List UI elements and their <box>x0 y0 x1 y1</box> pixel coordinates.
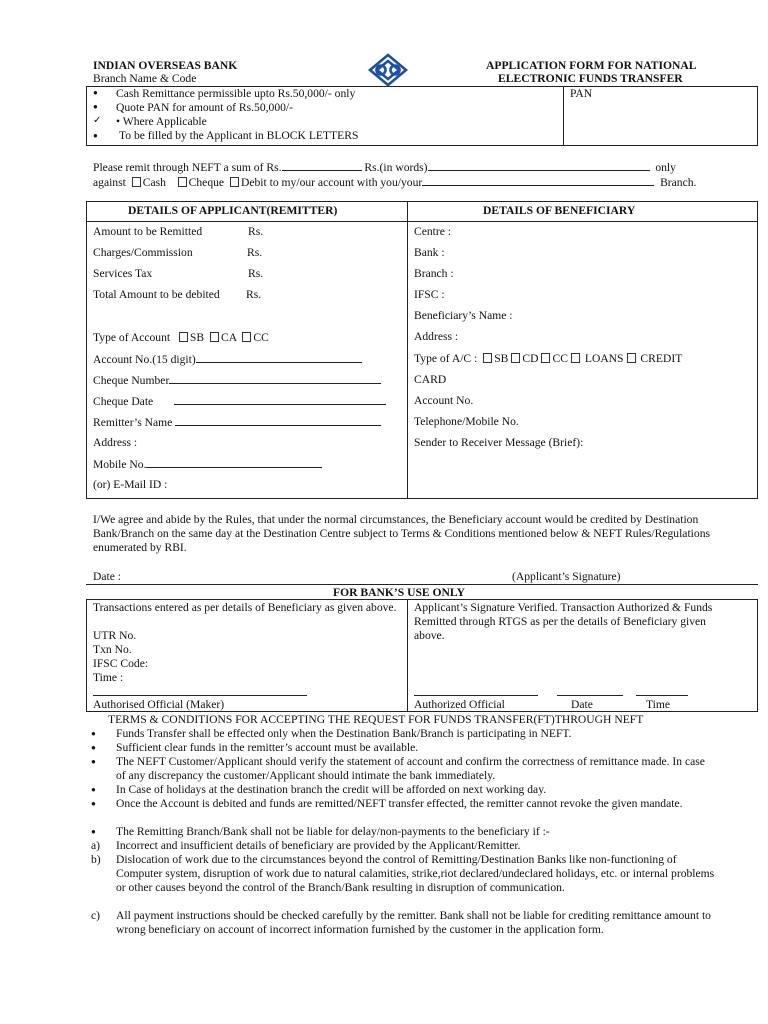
terms-heading: TERMS & CONDITIONS FOR ACCEPTING THE REQUEST FOR FUNDS TRANSFER(FT)THROUGH NEFT <box>108 713 644 726</box>
cheque-date-field[interactable] <box>174 394 386 405</box>
bank-time2-label: Time <box>646 698 671 711</box>
total-rs: Rs. <box>246 288 262 301</box>
ben-loans-label: LOANS <box>584 352 624 365</box>
date-sign-line <box>557 695 623 696</box>
bank-date-label: Date <box>571 698 593 711</box>
note-cash: Cash Remittance permissible upto Rs.50,000/- only <box>116 87 356 100</box>
authorized-sign-line <box>414 695 538 696</box>
type-of-account-row <box>93 331 269 345</box>
centre-label: Centre : <box>414 225 452 238</box>
bullet-icon: ● <box>91 785 96 794</box>
details-divider <box>407 201 408 499</box>
pan-label: PAN <box>570 87 593 100</box>
against-label: against <box>93 176 126 189</box>
term-item: The NEFT Customer/Applicant should verify the statement of account and confirm the correctness of remittance made. In case of any discrepancy the customer/Applicant should intimate the bank immediately. <box>116 755 705 782</box>
bullet-icon: ● <box>91 729 96 738</box>
bank-logo-icon <box>366 53 410 87</box>
mobile-label: Mobile No. <box>93 458 147 471</box>
total-label: Total Amount to be debited <box>93 288 220 301</box>
cheque-number-row <box>93 373 381 388</box>
branch-label: Branch Name & Code <box>93 72 197 85</box>
term-item: Funds Transfer shall be effected only when the Destination Bank/Branch is participating in NEFT. <box>116 727 572 740</box>
branch-suffix: Branch. <box>660 176 697 189</box>
ben-credit-checkbox[interactable] <box>627 353 636 363</box>
beneficiary-heading: DETAILS OF BENEFICIARY <box>483 204 636 217</box>
ca-checkbox[interactable] <box>210 332 219 342</box>
mobile-field[interactable] <box>146 457 322 468</box>
cheque-label: Cheque <box>188 176 225 189</box>
term-item: In Case of holidays at the destination branch the credit will be afforded on next working day. <box>116 783 547 796</box>
card-label: CARD <box>414 373 447 386</box>
bank-use-divider <box>407 599 408 712</box>
term-lettered-item: Dislocation of work due to the circumstances beyond the control of Remitting/Destination Banks like non-functioning of Computer system, disruption of work due to natural calamities, strike,riot declared/undeclared holidays, etc. or internal problems or other causes beyond the control of the Branch/Bank resulting in disruption of communication. <box>116 853 715 894</box>
type-ac-row <box>414 352 682 366</box>
charges-rs: Rs. <box>247 246 263 259</box>
cheque-number-field[interactable] <box>169 373 381 384</box>
remit-words-label: Rs.(in words) <box>364 161 428 174</box>
bank-use-top-line <box>86 584 758 585</box>
bullet-icon: ● <box>93 88 98 97</box>
txn-label: Txn No. <box>93 643 132 656</box>
bank-use-right-text: Applicant’s Signature Verified. Transaction Authorized & Funds Remitted through RTGS as per the details of Beneficiary given above. <box>414 601 713 642</box>
remit-line-2 <box>93 175 696 190</box>
address-label: Address : <box>93 436 138 449</box>
amount-field[interactable] <box>282 160 362 171</box>
remitter-name-row <box>93 415 381 430</box>
ben-cd-checkbox[interactable] <box>511 353 520 363</box>
ben-cc-checkbox[interactable] <box>541 353 550 363</box>
utr-label: UTR No. <box>93 629 137 642</box>
term-item: Sufficient clear funds in the remitter’s account must be available. <box>116 741 419 754</box>
ben-sb-checkbox[interactable] <box>483 353 492 363</box>
cash-label: Cash <box>142 176 166 189</box>
details-header-line <box>86 221 758 222</box>
type-ac-label: Type of A/C : <box>414 352 478 365</box>
pan-divider <box>563 86 564 146</box>
term-mark: a) <box>91 839 101 852</box>
checkmark-icon: ✓ <box>93 115 102 126</box>
cheque-date-label: Cheque Date <box>93 395 154 408</box>
cheque-number-label: Cheque Number <box>93 374 170 387</box>
services-tax-label: Services Tax <box>93 267 153 280</box>
bullet-icon: ● <box>93 102 98 111</box>
term-mark: c) <box>91 909 101 922</box>
remit-line-1 <box>93 160 676 175</box>
cc-checkbox[interactable] <box>242 332 251 342</box>
beneficiary-address-label: Address : <box>414 330 459 343</box>
amount-label: Amount to be Remitted <box>93 225 203 238</box>
ben-account-no-label: Account No. <box>414 394 474 407</box>
date-label: Date : <box>93 570 122 583</box>
bank-time-label: Time : <box>93 671 124 684</box>
sb-checkbox[interactable] <box>179 332 188 342</box>
bank-label: Bank : <box>414 246 445 259</box>
bullet-icon: ● <box>91 827 96 836</box>
amount-rs: Rs. <box>248 225 264 238</box>
email-label: (or) E-Mail ID : <box>93 478 168 491</box>
amount-words-field[interactable] <box>428 160 650 171</box>
cc-label: CC <box>253 331 269 344</box>
type-of-account-label: Type of Account <box>93 331 171 344</box>
remitter-name-label: Remitter’s Name <box>93 416 173 429</box>
debit-checkbox[interactable] <box>230 177 239 187</box>
signature-label: (Applicant’s Signature) <box>512 570 621 583</box>
term-item: Once the Account is debited and funds are remitted/NEFT transfer effected, the remitter cannot revoke the given mandate. <box>116 797 683 810</box>
bullet-icon: ● <box>91 757 96 766</box>
note-block-letters: To be filled by the Applicant in BLOCK LETTERS <box>119 129 359 142</box>
ben-cc-label: CC <box>552 352 568 365</box>
ifsc-label: IFSC : <box>414 288 445 301</box>
ca-label: CA <box>221 331 237 344</box>
authorized-label: Authorized Official <box>414 698 505 711</box>
ben-cd-label: CD <box>522 352 539 365</box>
maker-sign-line <box>93 695 307 696</box>
account-no-field[interactable] <box>196 352 362 363</box>
remit-only-label: only <box>655 161 676 174</box>
ben-sb-label: SB <box>494 352 509 365</box>
note-applicable: • Where Applicable <box>116 115 207 128</box>
debit-label: Debit to my/our account with you/your <box>240 176 423 189</box>
form-title-line2: ELECTRONIC FUNDS TRANSFER <box>498 72 683 85</box>
telephone-label: Telephone/Mobile No. <box>414 415 519 428</box>
note-pan: Quote PAN for amount of Rs.50,000/- <box>116 101 294 114</box>
term-mark: b) <box>91 853 101 866</box>
cash-checkbox[interactable] <box>132 177 141 187</box>
cheque-date-row <box>93 394 386 409</box>
bank-use-heading: FOR BANK’S USE ONLY <box>333 586 465 599</box>
sb-label: SB <box>189 331 205 344</box>
remitter-name-field[interactable] <box>175 415 381 426</box>
agreement-text: I/We agree and abide by the Rules, that under the normal circumstances, the Beneficiary account would be credited by Destination Bank/Branch on the same day at the Destination Centre subject to Terms & Conditions mentioned below & NEFT Rules/Regulations enumerated by RBI. <box>93 513 710 554</box>
bank-use-left-text: Transactions entered as per details of Beneficiary as given above. <box>93 601 397 614</box>
term-lettered-item: Incorrect and insufficient details of beneficiary are provided by the Applicant/Remitter. <box>116 839 521 852</box>
maker-label: Authorised Official (Maker) <box>93 698 225 711</box>
term-item: The Remitting Branch/Bank shall not be liable for delay/non-payments to the beneficiary if :- <box>116 825 550 838</box>
beneficiary-name-label: Beneficiary’s Name : <box>414 309 513 322</box>
bullet-icon: ● <box>93 131 98 140</box>
remit-sum-label: Please remit through NEFT a sum of Rs. <box>93 161 282 174</box>
applicant-heading: DETAILS OF APPLICANT(REMITTER) <box>128 204 338 217</box>
form-title-line1: APPLICATION FORM FOR NATIONAL <box>486 59 697 72</box>
bank-name: INDIAN OVERSEAS BANK <box>93 59 238 72</box>
branch-label-ben: Branch : <box>414 267 454 280</box>
services-tax-rs: Rs. <box>248 267 264 280</box>
account-no-label: Account No.(15 digit) <box>93 353 196 366</box>
bank-ifsc-label: IFSC Code: <box>93 657 149 670</box>
ben-credit-label: CREDIT <box>640 352 683 365</box>
cheque-checkbox[interactable] <box>178 177 187 187</box>
account-no-row <box>93 352 362 367</box>
time-sign-line <box>636 695 688 696</box>
message-label: Sender to Receiver Message (Brief): <box>414 436 584 449</box>
mobile-row <box>93 457 322 472</box>
branch-field[interactable] <box>422 175 654 186</box>
charges-label: Charges/Commission <box>93 246 193 259</box>
bullet-icon: ● <box>91 799 96 808</box>
ben-loans-checkbox[interactable] <box>571 353 580 363</box>
term-lettered-item: All payment instructions should be checked carefully by the remitter. Bank shall not be liable for crediting remittance amount to wrong beneficiary on account of incorrect information furnished by the customer in the application form. <box>116 909 711 936</box>
bullet-icon: ● <box>91 743 96 752</box>
